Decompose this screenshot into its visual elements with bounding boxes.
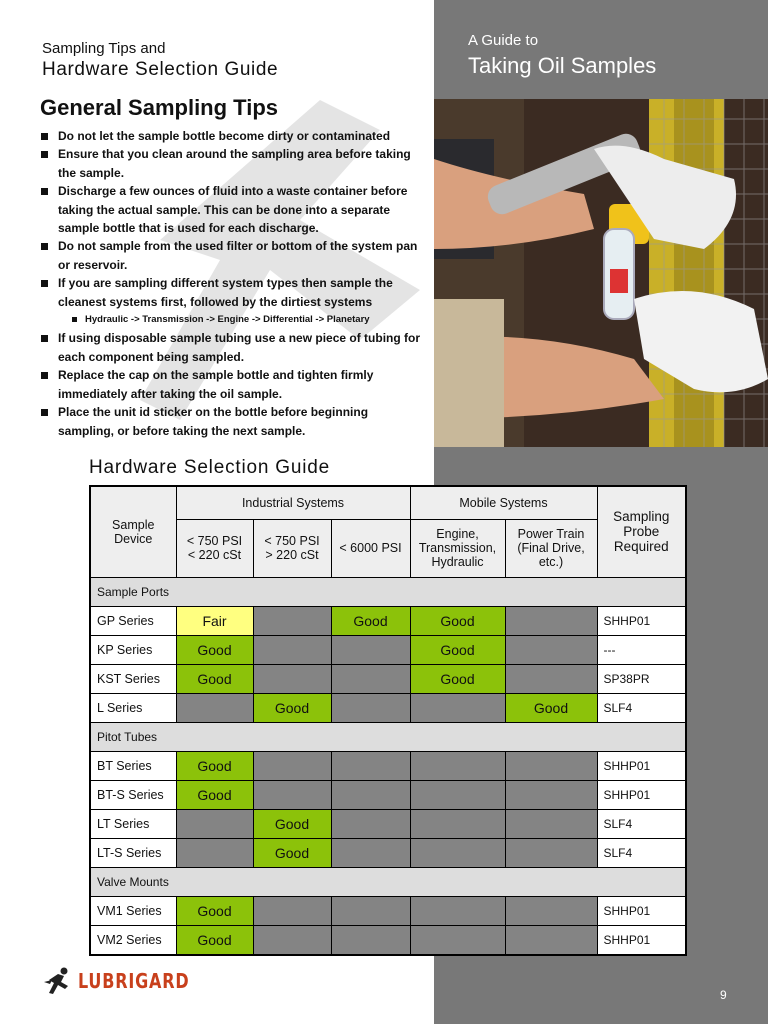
header-industrial-systems: Industrial Systems (176, 486, 410, 519)
rating-cell (505, 606, 597, 635)
tip-item (40, 237, 424, 274)
hardware-guide-title: Hardware Selection Guide (89, 457, 330, 478)
rating-cell (253, 635, 331, 664)
device-cell: KST Series (90, 664, 176, 693)
rating-cell (505, 925, 597, 955)
probe-cell: SHHP01 (597, 896, 686, 925)
tip-text: If using disposable sample tubing use a new piece of tubing for each component being sampled. (58, 331, 421, 364)
rating-cell (253, 780, 331, 809)
device-cell: LT-S Series (90, 838, 176, 867)
rating-cell (410, 896, 505, 925)
tip-subitem (40, 311, 424, 329)
tip-text: Hydraulic -> Transmission -> Engine -> Differential -> Planetary (85, 314, 370, 326)
rating-cell (331, 635, 410, 664)
rating-cell (505, 838, 597, 867)
table-group-row (90, 867, 686, 896)
table-row (90, 693, 686, 722)
rating-cell (176, 809, 253, 838)
device-cell: VM2 Series (90, 925, 176, 955)
probe-cell: SP38PR (597, 664, 686, 693)
rating-cell: Good (410, 664, 505, 693)
tip-text: Ensure that you clean around the sampling area before taking the sample. (58, 147, 411, 180)
rating-cell (331, 896, 410, 925)
header-col-engine: Engine, Transmission, Hydraulic (410, 519, 505, 577)
guide-title: Taking Oil Samples (468, 53, 657, 78)
rating-cell: Good (176, 664, 253, 693)
rating-cell: Good (176, 751, 253, 780)
rating-cell (331, 664, 410, 693)
rating-cell: Good (505, 693, 597, 722)
rating-cell (505, 780, 597, 809)
rating-cell (410, 780, 505, 809)
header-mobile-systems: Mobile Systems (410, 486, 597, 519)
rating-cell: Good (176, 896, 253, 925)
table-group-row (90, 577, 686, 606)
rating-cell: Good (176, 780, 253, 809)
header-col-750-high: < 750 PSI > 220 cSt (253, 519, 331, 577)
page-number: 9 (720, 988, 727, 1002)
rating-cell (410, 925, 505, 955)
device-cell: BT Series (90, 751, 176, 780)
group-label: Sample Ports (90, 577, 686, 606)
tips-list (40, 127, 424, 440)
table-row (90, 606, 686, 635)
rating-cell: Good (176, 925, 253, 955)
device-cell: L Series (90, 693, 176, 722)
square-bullet-icon (41, 409, 48, 416)
header-probe-required: Sampling Probe Required (597, 486, 686, 577)
tip-text: Discharge a few ounces of fluid into a waste container before taking the actual sample. This can be done into a separate sample bottle that is used for each discharge. (58, 184, 408, 236)
rating-cell (253, 751, 331, 780)
rating-cell (331, 751, 410, 780)
header-col-powertrain: Power Train (Final Drive, etc.) (505, 519, 597, 577)
rating-cell (176, 693, 253, 722)
probe-cell: SLF4 (597, 838, 686, 867)
tip-text: Place the unit id sticker on the bottle before beginning sampling, or before taking the next sample. (58, 405, 369, 438)
tip-item (40, 329, 424, 366)
rating-cell (331, 838, 410, 867)
header-subtitle: Sampling Tips and (42, 40, 166, 57)
rating-cell (410, 838, 505, 867)
square-bullet-icon (41, 335, 48, 342)
table-row (90, 925, 686, 955)
probe-cell: SHHP01 (597, 780, 686, 809)
rating-cell (253, 664, 331, 693)
probe-cell: SHHP01 (597, 606, 686, 635)
probe-cell: SHHP01 (597, 925, 686, 955)
group-label: Pitot Tubes (90, 722, 686, 751)
rating-cell (505, 635, 597, 664)
rating-cell (331, 693, 410, 722)
rating-cell (410, 809, 505, 838)
rating-cell (253, 606, 331, 635)
oil-sampling-photo (434, 99, 768, 447)
tip-text: If you are sampling different system types then sample the cleanest systems first, followed by the dirtiest systems (58, 276, 393, 309)
rating-cell: Good (410, 606, 505, 635)
tip-item (40, 366, 424, 403)
square-bullet-icon (41, 372, 48, 379)
device-cell: GP Series (90, 606, 176, 635)
hardware-table-body (90, 577, 686, 955)
square-bullet-icon (72, 317, 77, 322)
rating-cell (253, 925, 331, 955)
group-label: Valve Mounts (90, 867, 686, 896)
tip-item (40, 127, 424, 145)
probe-cell: SHHP01 (597, 751, 686, 780)
guide-subtitle: A Guide to (468, 32, 539, 49)
square-bullet-icon (41, 280, 48, 287)
header-title: Hardware Selection Guide (42, 59, 279, 80)
rating-cell: Good (331, 606, 410, 635)
rating-cell: Good (176, 635, 253, 664)
probe-cell: SLF4 (597, 693, 686, 722)
rating-cell (410, 751, 505, 780)
header-col-6000: < 6000 PSI (331, 519, 410, 577)
header-sample-device: Sample Device (90, 486, 176, 577)
rating-cell (331, 925, 410, 955)
table-row (90, 664, 686, 693)
rating-cell: Fair (176, 606, 253, 635)
tip-text: Do not sample from the used filter or bottom of the system pan or reservoir. (58, 239, 418, 272)
hardware-selection-table (89, 485, 687, 956)
rating-cell (176, 838, 253, 867)
square-bullet-icon (41, 188, 48, 195)
table-row (90, 751, 686, 780)
rating-cell: Good (410, 635, 505, 664)
tip-text: Replace the cap on the sample bottle and tighten firmly immediately after taking the oil sample. (58, 368, 374, 401)
logo-text: LUBRIGARD (78, 969, 190, 993)
table-group-row (90, 722, 686, 751)
rating-cell (331, 780, 410, 809)
rating-cell: Good (253, 838, 331, 867)
rating-cell (410, 693, 505, 722)
table-row (90, 809, 686, 838)
runner-logo-icon (44, 966, 74, 996)
rating-cell: Good (253, 809, 331, 838)
square-bullet-icon (41, 133, 48, 140)
tip-item (40, 182, 424, 237)
rating-cell (505, 664, 597, 693)
device-cell: BT-S Series (90, 780, 176, 809)
probe-cell: --- (597, 635, 686, 664)
device-cell: LT Series (90, 809, 176, 838)
tips-title: General Sampling Tips (40, 95, 278, 120)
device-cell: KP Series (90, 635, 176, 664)
tip-item (40, 274, 424, 311)
table-row (90, 896, 686, 925)
rating-cell (253, 896, 331, 925)
device-cell: VM1 Series (90, 896, 176, 925)
square-bullet-icon (41, 151, 48, 158)
table-row (90, 780, 686, 809)
rating-cell: Good (253, 693, 331, 722)
tip-item (40, 403, 424, 440)
header-col-750-low: < 750 PSI < 220 cSt (176, 519, 253, 577)
rating-cell (505, 751, 597, 780)
rating-cell (505, 809, 597, 838)
tip-text: Do not let the sample bottle become dirty or contaminated (58, 129, 391, 143)
table-row (90, 635, 686, 664)
table-row (90, 838, 686, 867)
tip-item (40, 145, 424, 182)
lubrigard-logo (44, 966, 217, 996)
rating-cell (331, 809, 410, 838)
probe-cell: SLF4 (597, 809, 686, 838)
rating-cell (505, 896, 597, 925)
square-bullet-icon (41, 243, 48, 250)
